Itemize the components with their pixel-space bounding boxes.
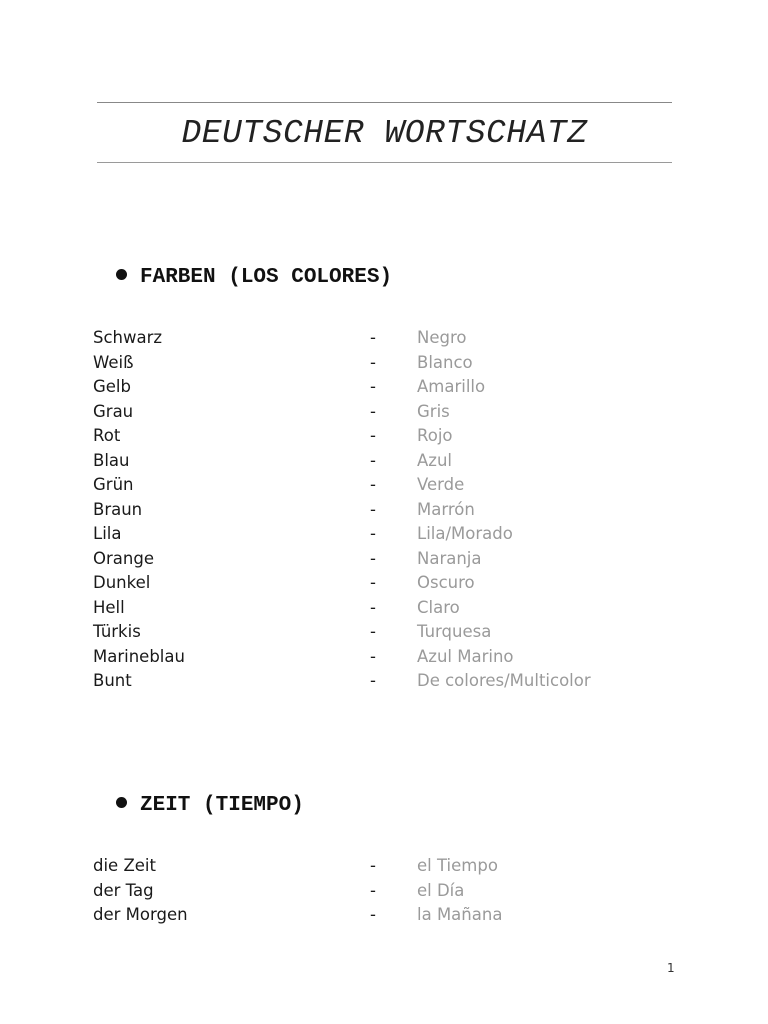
vocab-row [93, 326, 693, 351]
document-title: DEUTSCHER WORTSCHATZ [181, 115, 588, 152]
german-term: Dunkel [93, 573, 151, 592]
spanish-translation: De colores/Multicolor [417, 671, 591, 690]
page-number: 1 [667, 961, 675, 975]
german-term: Blau [93, 450, 130, 470]
term-separator: - [370, 450, 376, 470]
bullet-icon [116, 797, 127, 808]
vocab-list-farben [93, 326, 693, 694]
spanish-translation: Amarillo [417, 377, 486, 396]
spanish-translation: Azul [417, 450, 452, 470]
vocab-row [93, 854, 693, 879]
term-separator: - [370, 377, 376, 396]
title-rule-top [97, 102, 672, 103]
term-separator: - [370, 401, 376, 421]
term-separator: - [370, 499, 376, 519]
term-separator: - [370, 573, 376, 592]
german-term: Hell [93, 597, 125, 617]
spanish-translation: Azul Marino [417, 646, 514, 666]
spanish-translation: el Día [417, 880, 465, 900]
spanish-translation: Lila/Morado [417, 524, 513, 543]
spanish-translation: Negro [417, 328, 467, 347]
vocab-row [93, 522, 693, 547]
german-term: der Tag [93, 880, 154, 900]
title-rule-bottom [97, 162, 672, 163]
vocab-row [93, 498, 693, 523]
term-separator: - [370, 328, 376, 347]
term-separator: - [370, 548, 376, 568]
term-separator: - [370, 622, 376, 641]
vocab-row [93, 547, 693, 572]
vocab-row [93, 351, 693, 376]
german-term: die Zeit [93, 856, 156, 875]
spanish-translation: Turquesa [417, 622, 492, 641]
german-term: Braun [93, 499, 143, 519]
term-separator: - [370, 671, 376, 690]
section-heading-farben [116, 265, 392, 291]
spanish-translation: Rojo [417, 426, 453, 445]
german-term: der Morgen [93, 905, 188, 924]
section-heading-label: ZEIT (TIEMPO) [140, 794, 304, 817]
bullet-icon [116, 269, 127, 280]
term-separator: - [370, 905, 376, 924]
vocab-row [93, 424, 693, 449]
vocab-row [93, 879, 693, 904]
term-separator: - [370, 426, 376, 445]
spanish-translation: Oscuro [417, 573, 475, 592]
vocab-row [93, 620, 693, 645]
spanish-translation: Verde [417, 475, 465, 494]
german-term: Orange [93, 548, 154, 568]
german-term: Marineblau [93, 646, 185, 666]
vocab-row [93, 903, 693, 928]
german-term: Schwarz [93, 328, 163, 347]
term-separator: - [370, 646, 376, 666]
section-heading-label: FARBEN (LOS COLORES) [140, 266, 393, 289]
german-term: Türkis [93, 622, 141, 641]
german-term: Rot [93, 426, 121, 445]
term-separator: - [370, 597, 376, 617]
spanish-translation: Marrón [417, 499, 475, 519]
spanish-translation: Claro [417, 597, 460, 617]
vocab-row [93, 473, 693, 498]
vocab-row [93, 571, 693, 596]
spanish-translation: Blanco [417, 352, 473, 372]
vocab-row [93, 669, 693, 694]
vocab-row [93, 596, 693, 621]
section-heading-zeit [116, 793, 304, 819]
term-separator: - [370, 352, 376, 372]
vocab-list-zeit [93, 854, 693, 928]
german-term: Weiß [93, 352, 134, 372]
spanish-translation: el Tiempo [417, 856, 498, 875]
vocab-row [93, 645, 693, 670]
term-separator: - [370, 524, 376, 543]
term-separator: - [370, 880, 376, 900]
term-separator: - [370, 856, 376, 875]
vocab-row [93, 449, 693, 474]
term-separator: - [370, 475, 376, 494]
spanish-translation: la Mañana [417, 905, 503, 924]
spanish-translation: Naranja [417, 548, 482, 568]
german-term: Lila [93, 524, 122, 543]
german-term: Gelb [93, 377, 131, 396]
spanish-translation: Gris [417, 401, 450, 421]
german-term: Bunt [93, 671, 132, 690]
german-term: Grün [93, 475, 134, 494]
vocab-row [93, 400, 693, 425]
german-term: Grau [93, 401, 134, 421]
vocab-row [93, 375, 693, 400]
